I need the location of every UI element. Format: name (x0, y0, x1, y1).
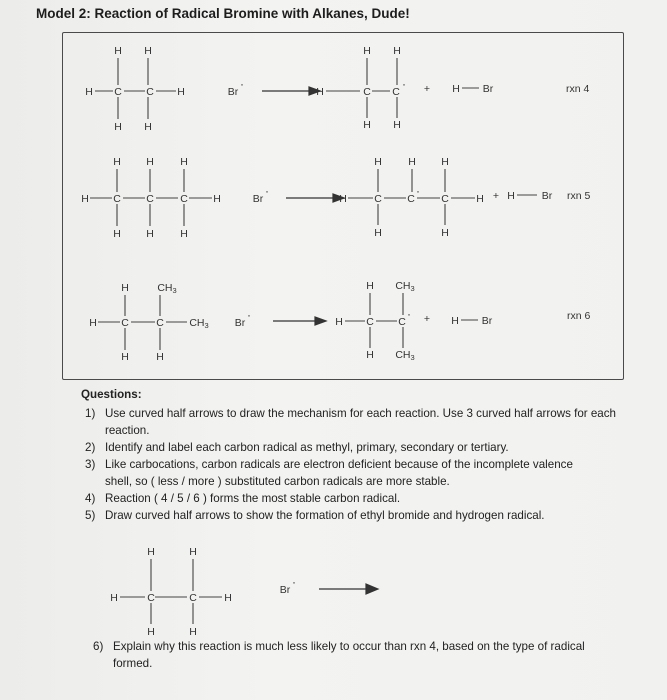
atom-h: H (146, 156, 154, 168)
question-text: Draw curved half arrows to show the formation of ethyl bromide and hydrogen radical. (105, 509, 545, 522)
atom-h: H (189, 626, 197, 638)
plus-sign: + (423, 313, 431, 325)
atom-h: H (177, 86, 185, 98)
atom-h: H (113, 228, 121, 240)
atom-h: H (316, 86, 324, 98)
atom-c: C (146, 193, 154, 205)
atom-h: H (224, 592, 232, 604)
question-text: Explain why this reaction is much less likely to occur than rxn 4, based on the type of radical formed. (113, 640, 585, 670)
atom-h: H (113, 156, 121, 168)
methyl-group: CH3 (395, 280, 415, 293)
question-text: Reaction ( 4 / 5 / 6 ) forms the most stable carbon radical. (105, 492, 401, 505)
atom-h: H (156, 351, 164, 363)
atom-c: C (180, 193, 188, 205)
radical-dot: · (402, 77, 406, 91)
atom-h: H (335, 316, 343, 328)
question-text: Identify and label each carbon radical as methyl, primary, secondary or tertiary. (105, 441, 509, 454)
atom-h: H (89, 317, 97, 329)
question-4 (85, 490, 641, 507)
atom-h: H (180, 228, 188, 240)
atom-c: C (363, 86, 371, 98)
atom-h: H (451, 315, 459, 327)
atom-h: H (441, 227, 449, 239)
plus-sign: + (423, 83, 431, 95)
questions-heading: Questions: (81, 388, 142, 401)
page-title: Model 2: Reaction of Radical Bromine with Alkanes, Dude! (36, 6, 410, 21)
question-number: 1) (85, 407, 96, 420)
question-text: Like carbocations, carbon radicals are electron deficient because of the incomplete valence shell, so ( less / more ) substituted carbon radicals are more stable. (105, 458, 573, 488)
atom-h: H (366, 349, 374, 361)
atom-h: H (374, 156, 382, 168)
radical-dot: · (292, 575, 296, 589)
atom-h: H (147, 546, 155, 558)
atom-c: C (189, 592, 197, 604)
question-number: 6) (93, 640, 104, 653)
atom-h: H (476, 193, 484, 205)
atom-h: H (146, 228, 154, 240)
question-6 (93, 638, 613, 672)
bromine-radical: Br (252, 193, 264, 205)
atom-c: C (392, 86, 400, 98)
radical-dot: · (416, 184, 420, 198)
atom-h: H (408, 156, 416, 168)
atom-br: Br (481, 315, 493, 327)
question-number: 3) (85, 458, 96, 471)
atom-h: H (213, 193, 221, 205)
atom-h: H (374, 227, 382, 239)
atom-h: H (339, 193, 347, 205)
questions-section (81, 386, 641, 524)
atom-h: H (85, 86, 93, 98)
atom-h: H (363, 119, 371, 131)
question-number: 4) (85, 492, 96, 505)
atom-h: H (180, 156, 188, 168)
question-number: 5) (85, 509, 96, 522)
plus-sign: + (492, 190, 500, 202)
atom-h: H (144, 121, 152, 133)
methyl-group: CH3 (189, 317, 209, 330)
atom-c: C (441, 193, 449, 205)
atom-c: C (146, 86, 154, 98)
question-3 (85, 456, 595, 490)
atom-h: H (144, 45, 152, 57)
rxn-6-label: rxn 6 (567, 310, 591, 322)
atom-h: H (366, 280, 374, 292)
atom-c: C (147, 592, 155, 604)
radical-dot: · (240, 77, 244, 91)
atom-h: H (363, 45, 371, 57)
rxn-4-label: rxn 4 (566, 83, 590, 95)
atom-c: C (407, 193, 415, 205)
question-2 (85, 439, 641, 456)
question-5 (85, 507, 641, 524)
bromine-radical: Br (227, 86, 239, 98)
atom-h: H (81, 193, 89, 205)
methyl-group: CH3 (395, 349, 415, 362)
bromine-radical: Br (234, 317, 246, 329)
atom-h: H (452, 83, 460, 95)
question-1 (85, 405, 641, 439)
atom-h: H (441, 156, 449, 168)
methyl-group: CH3 (157, 282, 177, 295)
atom-h: H (121, 351, 129, 363)
atom-c: C (374, 193, 382, 205)
radical-dot: · (407, 307, 411, 321)
atom-br: Br (541, 190, 553, 202)
atom-c: C (366, 316, 374, 328)
radical-dot: · (247, 308, 251, 322)
atom-h: H (114, 45, 122, 57)
question-number: 2) (85, 441, 96, 454)
rxn-5-label: rxn 5 (567, 190, 591, 202)
atom-h: H (393, 119, 401, 131)
atom-h: H (121, 282, 129, 294)
atom-c: C (114, 86, 122, 98)
atom-h: H (507, 190, 515, 202)
question-text: Use curved half arrows to draw the mechanism for each reaction. Use 3 curved half arrows for each reaction. (105, 407, 616, 437)
atom-h: H (393, 45, 401, 57)
atom-br: Br (482, 83, 494, 95)
atom-h: H (110, 592, 118, 604)
atom-h: H (114, 121, 122, 133)
atom-c: C (398, 316, 406, 328)
atom-h: H (147, 626, 155, 638)
atom-c: C (156, 317, 164, 329)
atom-c: C (121, 317, 129, 329)
atom-c: C (113, 193, 121, 205)
bromine-radical: Br (279, 584, 291, 596)
radical-dot: · (265, 184, 269, 198)
atom-h: H (189, 546, 197, 558)
